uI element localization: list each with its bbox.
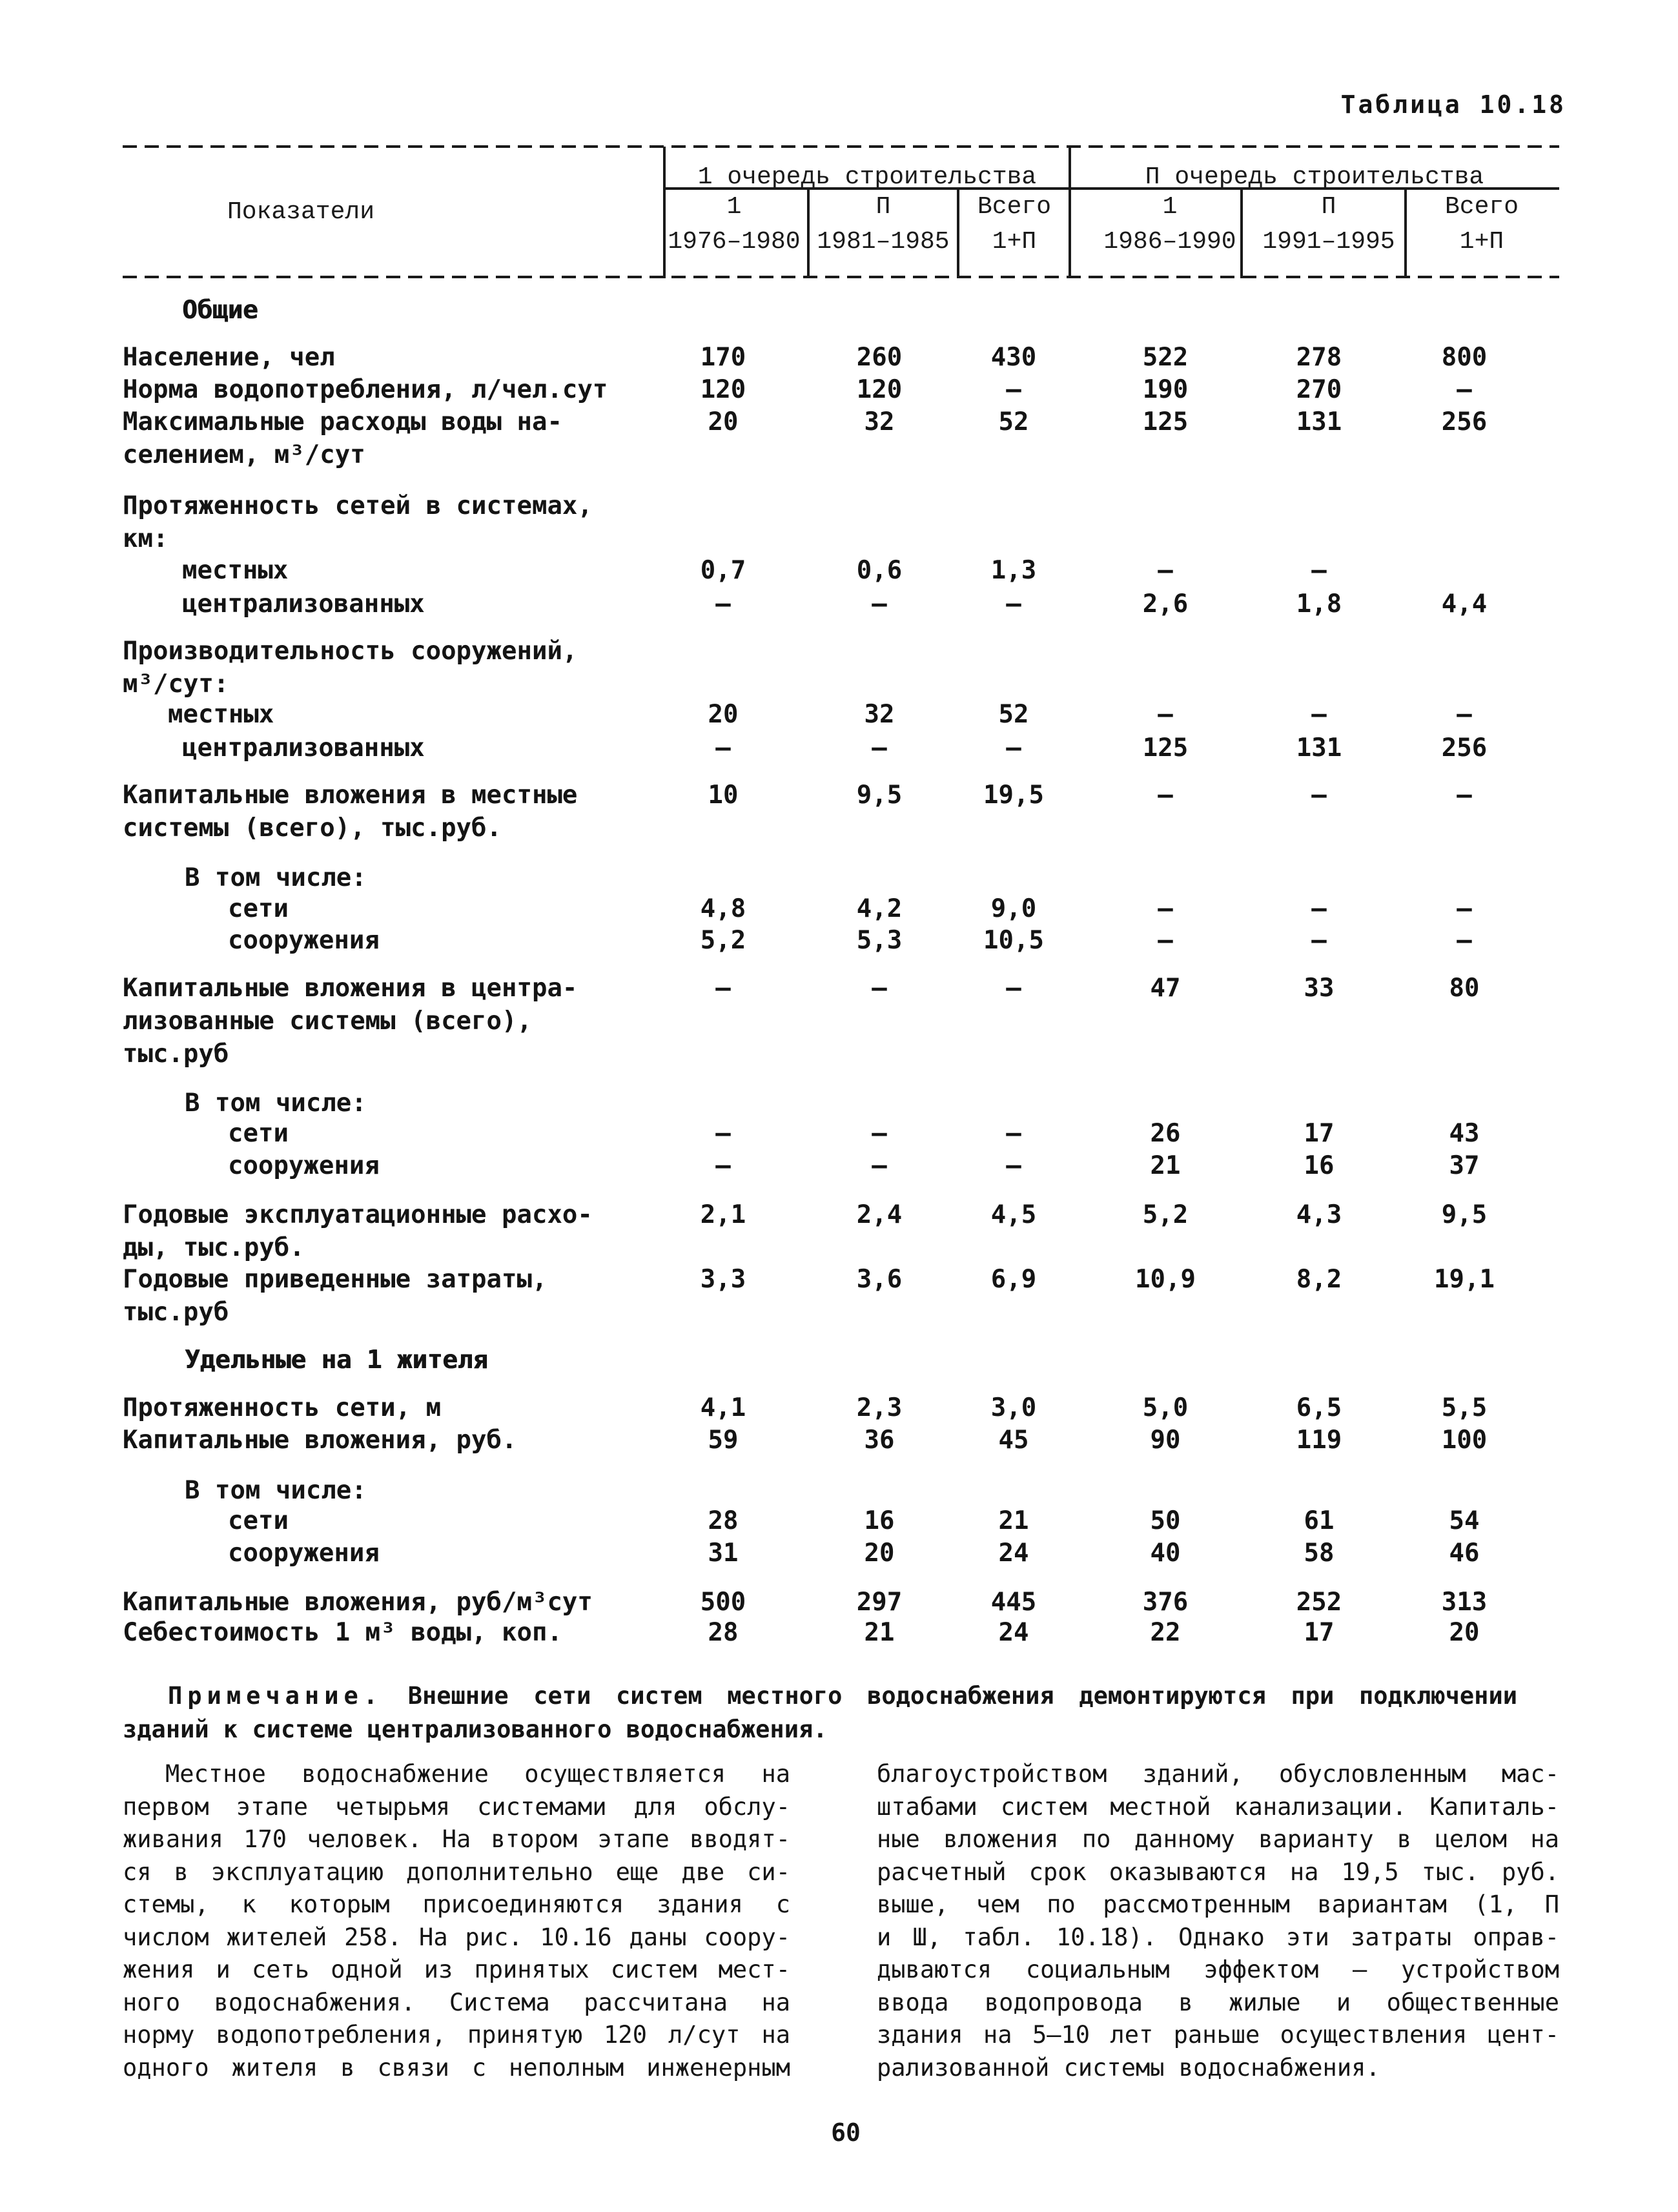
header-top-rule bbox=[123, 145, 1559, 148]
table-cell-value: 58 bbox=[1304, 1539, 1335, 1568]
row-label-line: В том числе: bbox=[185, 1476, 367, 1505]
table-cell-value: 2,4 bbox=[856, 1200, 903, 1229]
table-cell-value: 3,3 bbox=[700, 1265, 746, 1294]
row-label-line: сети bbox=[228, 1119, 289, 1148]
table-cell-value: 6,5 bbox=[1296, 1393, 1342, 1422]
column-divider bbox=[807, 189, 810, 278]
table-cell-value: 4,1 bbox=[700, 1393, 746, 1422]
table-cell-value: 8,2 bbox=[1296, 1265, 1342, 1294]
table-cell-value: 26 bbox=[1150, 1119, 1181, 1148]
table-cell-value: 28 bbox=[708, 1618, 739, 1647]
table-cell-value: 1,3 bbox=[990, 556, 1037, 585]
table-cell-value: 278 bbox=[1296, 343, 1342, 372]
table-cell-value: 2,6 bbox=[1142, 589, 1189, 619]
note-line bbox=[168, 1680, 1517, 1712]
left-column-line: ся в эксплуатацию дополнительно еще две си- bbox=[123, 1858, 790, 1886]
table-cell-value: 4,5 bbox=[990, 1200, 1037, 1229]
table-cell-value: – bbox=[1158, 556, 1173, 585]
table-cell-value: 3,6 bbox=[856, 1265, 903, 1294]
left-column-line: жения и сеть одной из принятых систем мест- bbox=[123, 1956, 790, 1983]
right-column-line: ные вложения по данному варианту в целом на bbox=[877, 1825, 1559, 1853]
table-cell-value: 120 bbox=[700, 375, 746, 404]
table-cell-value: 500 bbox=[700, 1588, 746, 1617]
row-label-line: сети bbox=[228, 1506, 289, 1535]
row-label-line: централизованных bbox=[182, 733, 425, 763]
table-cell-value: 190 bbox=[1142, 375, 1189, 404]
column-divider bbox=[1404, 189, 1407, 278]
table-cell-value: 3,0 bbox=[990, 1393, 1037, 1422]
table-cell-value: – bbox=[1457, 926, 1472, 955]
table-cell-value: 5,5 bbox=[1441, 1393, 1488, 1422]
column-header-period: 1986–1990 bbox=[1103, 228, 1236, 256]
table-cell-value: 252 bbox=[1296, 1588, 1342, 1617]
table-cell-value: – bbox=[1457, 894, 1472, 923]
table-cell-value: 37 bbox=[1449, 1151, 1480, 1180]
table-cell-value: – bbox=[1311, 781, 1327, 810]
table-cell-value: 36 bbox=[864, 1426, 895, 1455]
table-cell-value: 31 bbox=[708, 1539, 739, 1568]
table-cell-value: 131 bbox=[1296, 407, 1342, 436]
table-cell-value: – bbox=[1457, 781, 1472, 810]
table-cell-value: – bbox=[1158, 926, 1173, 955]
right-column-line: здания на 5–10 лет раньше осуществления цент- bbox=[877, 2021, 1559, 2049]
row-label-line: Норма водопотребления, л/чел.сут bbox=[123, 375, 608, 404]
left-column-line: одного жителя в связи с неполным инженерным bbox=[123, 2054, 790, 2082]
group-header: П очередь строительства bbox=[1145, 163, 1484, 191]
table-cell-value: 61 bbox=[1304, 1506, 1335, 1535]
table-cell-value: 80 bbox=[1449, 974, 1480, 1003]
row-label-line: сооружения bbox=[228, 1539, 380, 1568]
table-cell-value: – bbox=[1457, 700, 1472, 729]
table-cell-value: 10,9 bbox=[1135, 1265, 1196, 1294]
row-label-line: сети bbox=[228, 894, 289, 923]
row-label-line: Население, чел bbox=[123, 343, 335, 372]
row-label-line: сооружения bbox=[228, 1151, 380, 1180]
table-cell-value: – bbox=[872, 733, 887, 763]
table-cell-value: 800 bbox=[1441, 343, 1488, 372]
right-column-line: расчетный срок оказываются на 19,5 тыс. руб. bbox=[877, 1858, 1559, 1886]
table-cell-value: – bbox=[1006, 733, 1021, 763]
column-header-period: 1981–1985 bbox=[817, 228, 950, 256]
table-cell-value: 445 bbox=[990, 1588, 1037, 1617]
row-label-line: лизованные системы (всего), bbox=[123, 1007, 532, 1036]
table-cell-value: 100 bbox=[1441, 1426, 1488, 1455]
table-cell-value: 5,0 bbox=[1142, 1393, 1189, 1422]
table-cell-value: 21 bbox=[1150, 1151, 1181, 1180]
table-cell-value: 24 bbox=[998, 1539, 1029, 1568]
table-cell-value: 24 bbox=[998, 1618, 1029, 1647]
table-cell-value: 50 bbox=[1150, 1506, 1181, 1535]
page-number: 60 bbox=[831, 2118, 861, 2147]
table-cell-value: 19,5 bbox=[983, 781, 1044, 810]
table-cell-value: 1,8 bbox=[1296, 589, 1342, 619]
row-label-line: В том числе: bbox=[185, 1089, 367, 1118]
table-cell-value: – bbox=[872, 1119, 887, 1148]
table-cell-value: 22 bbox=[1150, 1618, 1181, 1647]
table-caption: Таблица 10.18 bbox=[1340, 90, 1566, 119]
table-cell-value: 10 bbox=[708, 781, 739, 810]
table-cell-value: 120 bbox=[856, 375, 903, 404]
row-label-line: тыс.руб bbox=[123, 1039, 229, 1069]
row-label-line: Протяженность сети, м bbox=[123, 1393, 442, 1422]
table-cell-value: 4,4 bbox=[1441, 589, 1488, 619]
row-label-line: сооружения bbox=[228, 926, 380, 955]
group-header: 1 очередь строительства bbox=[697, 163, 1037, 191]
table-cell-value: – bbox=[1006, 1151, 1021, 1180]
table-cell-value: 260 bbox=[856, 343, 903, 372]
row-label-line: Максимальные расходы воды на- bbox=[123, 407, 562, 436]
table-cell-value: 21 bbox=[864, 1618, 895, 1647]
table-cell-value: 19,1 bbox=[1434, 1265, 1495, 1294]
table-cell-value: 54 bbox=[1449, 1506, 1480, 1535]
left-column-line: Местное водоснабжение осуществляется на bbox=[165, 1760, 790, 1788]
left-column-line: числом жителей 258. На рис. 10.16 даны соору- bbox=[123, 1923, 790, 1951]
table-cell-value: 17 bbox=[1304, 1618, 1335, 1647]
table-cell-value: – bbox=[1158, 894, 1173, 923]
table-cell-value: – bbox=[715, 974, 731, 1003]
table-cell-value: 376 bbox=[1142, 1588, 1189, 1617]
table-cell-value: 20 bbox=[708, 407, 739, 436]
right-column-line: штабами систем местной канализации. Капиталь- bbox=[877, 1793, 1559, 1821]
table-cell-value: 430 bbox=[990, 343, 1037, 372]
table-cell-value: 16 bbox=[1304, 1151, 1335, 1180]
table-cell-value: – bbox=[715, 589, 731, 619]
table-cell-value: 52 bbox=[998, 407, 1029, 436]
table-cell-value: 20 bbox=[708, 700, 739, 729]
table-cell-value: – bbox=[872, 1151, 887, 1180]
table-cell-value: – bbox=[715, 1151, 731, 1180]
table-cell-value: 47 bbox=[1150, 974, 1181, 1003]
table-cell-value: – bbox=[1006, 1119, 1021, 1148]
table-cell-value: 46 bbox=[1449, 1539, 1480, 1568]
row-label-line: Капитальные вложения, руб. bbox=[123, 1426, 517, 1455]
table-cell-value: – bbox=[1006, 375, 1021, 404]
table-cell-value: 28 bbox=[708, 1506, 739, 1535]
row-label-line: Капитальные вложения в местные bbox=[123, 781, 578, 810]
table-cell-value: 33 bbox=[1304, 974, 1335, 1003]
row-label-line: Себестоимость 1 м³ воды, коп. bbox=[123, 1618, 562, 1647]
row-label-line: тыс.руб bbox=[123, 1298, 229, 1327]
table-cell-value: – bbox=[1311, 894, 1327, 923]
table-cell-value: 5,2 bbox=[1142, 1200, 1189, 1229]
row-label-line: Производительность сооружений, bbox=[123, 637, 578, 666]
row-label-line: местных bbox=[182, 556, 289, 585]
row-label-line: Годовые эксплуатационные расхо- bbox=[123, 1200, 593, 1229]
table-cell-value: 313 bbox=[1441, 1588, 1488, 1617]
column-header-stage: П bbox=[1321, 193, 1336, 221]
row-label-line: селением, м³/сут bbox=[123, 440, 365, 469]
row-label-line: В том числе: bbox=[185, 863, 367, 892]
table-cell-value: – bbox=[1158, 700, 1173, 729]
column-header-stage: 1 bbox=[726, 193, 742, 221]
table-cell-value: 5,2 bbox=[700, 926, 746, 955]
left-column-line: живания 170 человек. На втором этапе вводят- bbox=[123, 1825, 790, 1853]
note-line: зданий к системе централизованного водоснабжения. bbox=[123, 1715, 828, 1743]
table-cell-value: 125 bbox=[1142, 733, 1189, 763]
table-cell-value: 256 bbox=[1441, 733, 1488, 763]
table-cell-value: 10,5 bbox=[983, 926, 1044, 955]
right-column-line: и Ш, табл. 10.18). Однако эти затраты оправ- bbox=[877, 1923, 1559, 1951]
left-column-line: ного водоснабжения. Система рассчитана на bbox=[123, 1989, 790, 2016]
table-cell-value: 5,3 bbox=[856, 926, 903, 955]
row-label-line: Капитальные вложения в центра- bbox=[123, 974, 578, 1003]
table-cell-value: 4,3 bbox=[1296, 1200, 1342, 1229]
row-label-line: централизованных bbox=[182, 589, 425, 619]
left-column-line: стемы, к которым присоединяются здания с bbox=[123, 1890, 790, 1918]
table-cell-value: 0,6 bbox=[856, 556, 903, 585]
column-header-stage: Всего bbox=[977, 193, 1052, 221]
table-cell-value: 4,8 bbox=[700, 894, 746, 923]
table-cell-value: 6,9 bbox=[990, 1265, 1037, 1294]
row-label-line: Общие bbox=[182, 296, 258, 325]
table-cell-value: 2,1 bbox=[700, 1200, 746, 1229]
row-label-line: Капитальные вложения, руб/м³сут bbox=[123, 1588, 593, 1617]
table-cell-value: 131 bbox=[1296, 733, 1342, 763]
table-cell-value: 4,2 bbox=[856, 894, 903, 923]
table-cell-value: 52 bbox=[998, 700, 1029, 729]
table-cell-value: 9,5 bbox=[1441, 1200, 1488, 1229]
table-cell-value: – bbox=[1311, 556, 1327, 585]
row-label-line: системы (всего), тыс.руб. bbox=[123, 814, 502, 843]
indicator-column-header: Показатели bbox=[227, 198, 375, 226]
table-cell-value: 170 bbox=[700, 343, 746, 372]
header-bottom-rule bbox=[123, 276, 1559, 278]
table-cell-value: 59 bbox=[708, 1426, 739, 1455]
note-label: Примечание. bbox=[168, 1682, 384, 1710]
table-cell-value: – bbox=[715, 1119, 731, 1148]
table-cell-value: 256 bbox=[1441, 407, 1488, 436]
table-cell-value: 40 bbox=[1150, 1539, 1181, 1568]
row-label-line: ды, тыс.руб. bbox=[123, 1233, 305, 1262]
table-cell-value: – bbox=[1311, 700, 1327, 729]
note-text: Внешние сети систем местного водоснабжения демонтируются при подключении bbox=[407, 1682, 1517, 1710]
column-header-period: 1976–1980 bbox=[668, 228, 801, 256]
table-cell-value: 9,0 bbox=[990, 894, 1037, 923]
right-column-line: ввода водопровода в жилые и общественные bbox=[877, 1989, 1559, 2016]
table-cell-value: 32 bbox=[864, 700, 895, 729]
table-cell-value: 20 bbox=[1449, 1618, 1480, 1647]
column-header-period: 1+П bbox=[1459, 228, 1504, 256]
table-cell-value: – bbox=[1457, 375, 1472, 404]
column-header-stage: Всего bbox=[1444, 193, 1519, 221]
table-cell-value: 125 bbox=[1142, 407, 1189, 436]
table-cell-value: 2,3 bbox=[856, 1393, 903, 1422]
table-cell-value: – bbox=[1158, 781, 1173, 810]
right-column-line: благоустройством зданий, обусловленным мас- bbox=[877, 1760, 1559, 1788]
table-cell-value: 90 bbox=[1150, 1426, 1181, 1455]
left-column-line: первом этапе четырьмя системами для обслу- bbox=[123, 1793, 790, 1821]
table-cell-value: 21 bbox=[998, 1506, 1029, 1535]
row-label-line: местных bbox=[168, 700, 274, 729]
table-cell-value: 9,5 bbox=[856, 781, 903, 810]
table-cell-value: – bbox=[1311, 926, 1327, 955]
right-column-line: рализованной системы водоснабжения. bbox=[877, 2054, 1380, 2082]
row-label-line: Протяженность сетей в системах, bbox=[123, 491, 593, 520]
table-cell-value: 20 bbox=[864, 1539, 895, 1568]
table-cell-value: – bbox=[872, 589, 887, 619]
table-cell-value: 297 bbox=[856, 1588, 903, 1617]
table-cell-value: 522 bbox=[1142, 343, 1189, 372]
row-label-line: Годовые приведенные затраты, bbox=[123, 1265, 547, 1294]
table-cell-value: – bbox=[715, 733, 731, 763]
table-cell-value: – bbox=[1006, 974, 1021, 1003]
column-header-stage: 1 bbox=[1162, 193, 1178, 221]
table-cell-value: 45 bbox=[998, 1426, 1029, 1455]
table-cell-value: – bbox=[872, 974, 887, 1003]
column-header-period: 1991–1995 bbox=[1262, 228, 1395, 256]
left-column-line: норму водопотребления, принятую 120 л/сут на bbox=[123, 2021, 790, 2049]
table-cell-value: – bbox=[1006, 589, 1021, 619]
table-cell-value: 16 bbox=[864, 1506, 895, 1535]
table-cell-value: 32 bbox=[864, 407, 895, 436]
row-label-line: км: bbox=[123, 524, 169, 553]
right-column-line: дываются социальным эффектом – устройством bbox=[877, 1956, 1559, 1983]
table-cell-value: 17 bbox=[1304, 1119, 1335, 1148]
table-cell-value: 119 bbox=[1296, 1426, 1342, 1455]
table-cell-value: 270 bbox=[1296, 375, 1342, 404]
right-column-line: выше, чем по рассмотренным вариантам (1, П bbox=[877, 1890, 1559, 1918]
row-label-line: м³/сут: bbox=[123, 670, 229, 699]
column-header-period: 1+П bbox=[992, 228, 1037, 256]
column-header-stage: П bbox=[875, 193, 891, 221]
table-cell-value: 43 bbox=[1449, 1119, 1480, 1148]
table-cell-value: 0,7 bbox=[700, 556, 746, 585]
row-label-line: Удельные на 1 жителя bbox=[185, 1346, 488, 1375]
